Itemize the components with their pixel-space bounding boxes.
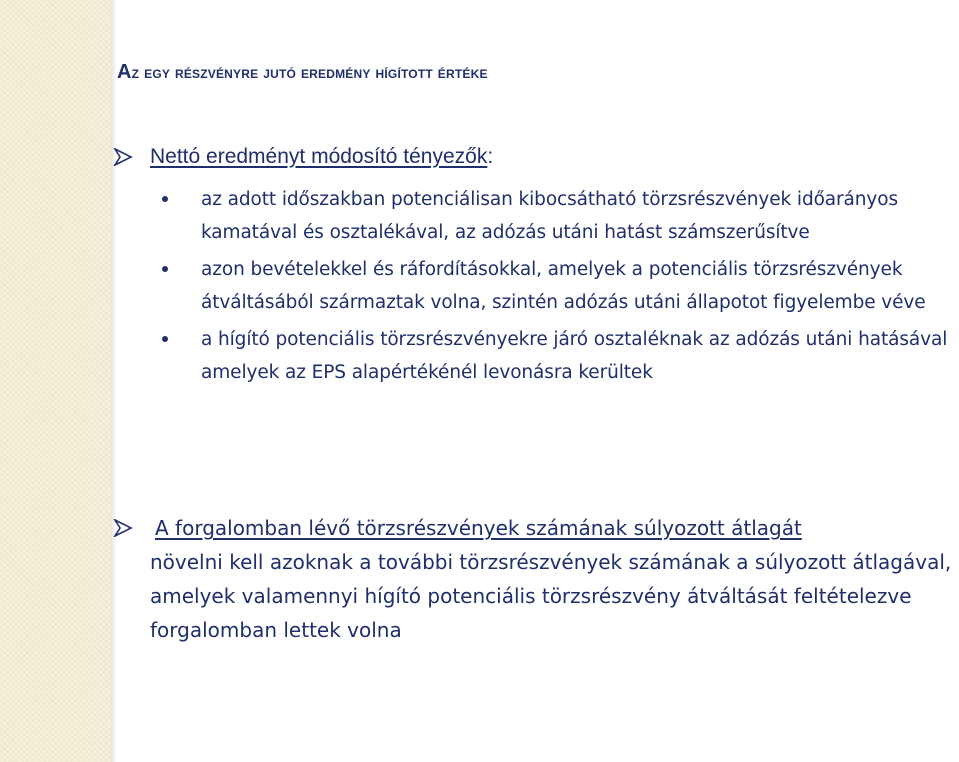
weighted-average-paragraph — [113, 511, 959, 647]
list-item — [113, 183, 953, 249]
title-rest: z egy részvényre jutó eredmény hígított értéke — [131, 63, 488, 82]
heading-text: Nettó eredményt módosító tényezők — [150, 145, 488, 168]
round-bullet-icon — [162, 196, 168, 202]
list-item-text: a hígító potenciális törzsrészvényekre járó osztaléknak az adózás utáni hatásával amelyek az EPS alapértékénél levonásra kerültek — [201, 329, 948, 383]
paragraph-underlined-text: A forgalomban lévő törzsrészvények számának súlyozott átlagát — [155, 516, 802, 540]
heading-colon: : — [487, 145, 494, 168]
paragraph-continuation: növelni kell azoknak a további törzsrészvények számának a súlyozott átlagával, amelyek valamennyi hígító potenciális törzsrészvény átváltását feltételezve forgalomban lettek volna — [150, 550, 952, 642]
paragraph-first-line — [113, 511, 959, 545]
title-initial: A — [117, 61, 132, 83]
round-bullet-icon — [162, 266, 168, 272]
section-net-income-factors — [113, 140, 953, 393]
section-weighted-average — [113, 511, 959, 647]
arrowhead-bullet-icon — [113, 519, 133, 537]
factor-list — [113, 183, 953, 389]
list-item-text: az adott időszakban potenciálisan kibocsátható törzsrészvények időarányos kamatával és osztalékával, az adózás utáni hatást számszerűsítve — [201, 189, 899, 243]
round-bullet-icon — [162, 336, 168, 342]
arrowhead-bullet-icon — [113, 148, 133, 166]
decorative-left-stripe — [0, 0, 111, 762]
list-item-text: azon bevételekkel és ráfordításokkal, amelyek a potenciális törzsrészvények átváltásából származtak volna, szintén adózás utáni állapotot figyelembe véve — [201, 259, 926, 313]
slide-title — [117, 60, 488, 85]
section-heading — [113, 140, 953, 174]
list-item — [113, 323, 953, 389]
list-item — [113, 253, 953, 319]
